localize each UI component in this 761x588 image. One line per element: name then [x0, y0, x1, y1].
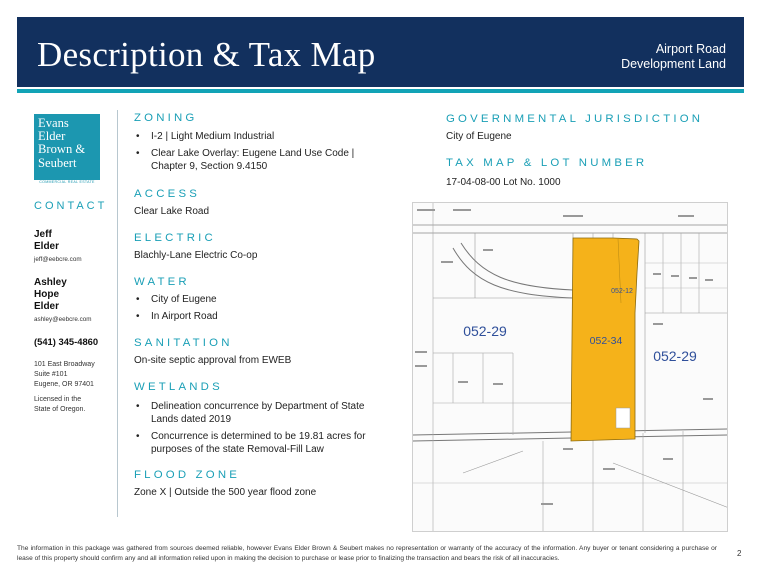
map-label-center: 052-34 — [589, 335, 623, 347]
address-line: Suite #101 — [34, 371, 68, 378]
list-item: • City of Eugene — [134, 293, 384, 306]
agent-first-name: Jeff — [34, 229, 52, 240]
tax-map-heading: TAX MAP & LOT NUMBER — [446, 157, 648, 169]
column-divider — [117, 110, 118, 517]
phone-number[interactable]: (541) 345-4860 — [34, 336, 99, 347]
flood-zone-heading: FLOOD ZONE — [134, 469, 241, 481]
access-text: Clear Lake Road — [134, 206, 210, 217]
access-heading: ACCESS — [134, 188, 201, 200]
list-item: • Delineation concurrence by Department of State Lands dated 2019 — [134, 400, 384, 426]
zoning-heading: ZONING — [134, 112, 198, 124]
list-item: • In Airport Road — [134, 310, 384, 323]
office-address — [34, 360, 95, 390]
page-header — [17, 17, 744, 87]
agent-last-name: Elder — [34, 241, 60, 252]
agent-last-name: Elder — [34, 301, 60, 312]
page-number: 2 — [737, 549, 742, 558]
wetlands-heading: WETLANDS — [134, 381, 223, 393]
property-name — [621, 42, 726, 72]
contact-heading: CONTACT — [34, 200, 108, 212]
disclaimer: The information in this package was gathered from sources deemed reliable, however Evans Elder Brown & Seubert makes no representation or warranty of the accuracy of the information. Any buyer or tenant considering a purchase or lease of this property should confirm any and all information relied upon in making the decision to purchase or lease prior to finalizing the transaction and bears the risk of all inaccuracies. — [17, 545, 717, 562]
jurisdiction-text: City of Eugene — [446, 131, 512, 142]
address-line: Eugene, OR 97401 — [34, 381, 94, 388]
address-line: 101 East Broadway — [34, 361, 95, 368]
jurisdiction-heading: GOVERNMENTAL JURISDICTION — [446, 113, 704, 125]
agent-first-name: Ashley — [34, 277, 67, 288]
flood-zone-text: Zone X | Outside the 500 year flood zone — [134, 487, 317, 498]
logo-line-2: Elder — [38, 129, 66, 144]
zoning-list — [134, 130, 384, 177]
map-label-top: 052-12 — [611, 288, 633, 295]
logo-tagline: COMMERCIAL REAL ESTATE — [39, 180, 95, 184]
water-heading: WATER — [134, 276, 190, 288]
agent-jeff-name — [34, 229, 59, 253]
logo-line-1: Evans — [38, 116, 69, 130]
header-accent-rule — [17, 89, 744, 93]
electric-heading: ELECTRIC — [134, 232, 216, 244]
electric-text: Blachly-Lane Electric Co-op — [134, 250, 258, 261]
license-line: Licensed in the — [34, 396, 82, 403]
company-logo — [34, 114, 100, 180]
tax-map-drawing — [413, 203, 728, 532]
list-item: • Concurrence is determined to be 19.81 acres for purposes of the state Removal-Fill Law — [134, 430, 384, 456]
property-name-line2: Development Land — [621, 57, 726, 71]
map-label-right: 052-29 — [653, 348, 697, 364]
agent-ashley-name — [34, 277, 67, 313]
license-note — [34, 395, 85, 415]
license-line: State of Oregon. — [34, 406, 86, 413]
sanitation-text: On-site septic approval from EWEB — [134, 355, 292, 366]
tax-map-text: 17-04-08-00 Lot No. 1000 — [446, 177, 561, 188]
agent-middle-name: Hope — [34, 289, 59, 300]
water-list — [134, 293, 384, 327]
sanitation-heading: SANITATION — [134, 337, 233, 349]
agent-jeff-email[interactable]: jeff@eebcre.com — [34, 256, 82, 263]
page-title: Description & Tax Map — [37, 35, 376, 74]
tax-map-image — [412, 202, 728, 532]
logo-line-3: Brown & — [38, 142, 86, 157]
list-item: • I-2 | Light Medium Industrial — [134, 130, 384, 143]
list-item: • Clear Lake Overlay: Eugene Land Use Code | Chapter 9, Section 9.4150 — [134, 147, 384, 173]
map-label-left: 052-29 — [463, 323, 507, 339]
wetlands-list — [134, 400, 384, 460]
property-name-line1: Airport Road — [655, 42, 726, 56]
logo-line-4: Seubert — [38, 155, 77, 170]
agent-ashley-email[interactable]: ashley@eebcre.com — [34, 316, 92, 323]
